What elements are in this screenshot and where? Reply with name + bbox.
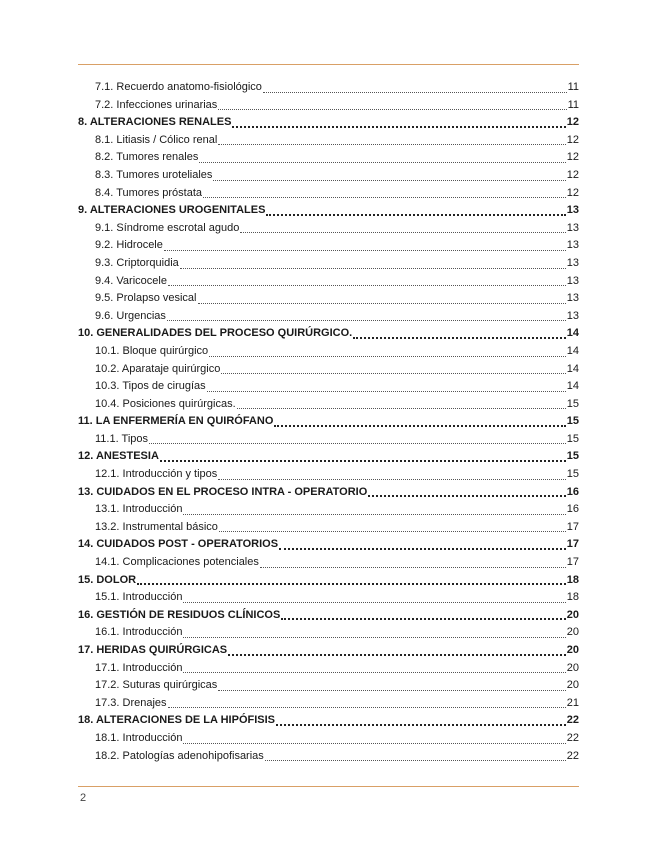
toc-leader-dots — [260, 567, 566, 568]
toc-entry-page: 12 — [566, 186, 579, 199]
toc-entry-label: 9.1. Síndrome escrotal agudo — [95, 221, 240, 234]
toc-leader-dots — [228, 654, 566, 656]
toc-entry-page: 15 — [566, 450, 579, 463]
toc-entry-page: 22 — [566, 731, 579, 744]
toc-entry-label: 17.2. Suturas quirúrgicas — [95, 679, 218, 692]
toc-leader-dots — [167, 320, 566, 321]
toc-entry-page: 13 — [566, 221, 579, 234]
toc-entry-page: 20 — [566, 608, 579, 621]
toc-entry-label: 13.1. Introducción — [95, 503, 183, 516]
toc-entry-label: 10.2. Aparataje quirúrgico — [95, 362, 221, 375]
toc-leader-dots — [232, 126, 565, 128]
toc-entry-label: 8.2. Tumores renales — [95, 151, 199, 164]
toc-leader-dots — [183, 602, 565, 603]
toc-entry-label: 17.1. Introducción — [95, 661, 183, 674]
toc-entry-label: 9.6. Urgencias — [95, 309, 166, 322]
toc-entry-label: 18.2. Patologías adenohipofisarias — [95, 749, 264, 762]
toc-entry-label: 13.2. Instrumental básico — [95, 520, 218, 533]
toc-entry-page: 12 — [566, 116, 579, 129]
toc-subsection-entry[interactable] — [78, 378, 579, 396]
toc-section-entry[interactable] — [78, 448, 579, 466]
toc-entry-page: 22 — [566, 714, 579, 727]
toc-entry-label: 10.3. Tipos de cirugías — [95, 380, 206, 393]
toc-entry-label: 11.1. Tipos — [95, 432, 148, 445]
toc-entry-page: 14 — [566, 327, 579, 340]
toc-section-entry[interactable] — [78, 413, 579, 431]
toc-leader-dots — [164, 250, 566, 251]
toc-entry-label: 10. GENERALIDADES DEL PROCESO QUIRÚRGICO. — [78, 327, 353, 340]
toc-subsection-entry[interactable] — [78, 308, 579, 326]
toc-entry-label: 10.4. Posiciones quirúrgicas. — [95, 397, 236, 410]
toc-subsection-entry[interactable] — [78, 501, 579, 519]
toc-entry-label: 15.1. Introducción — [95, 591, 183, 604]
toc-leader-dots — [279, 548, 566, 550]
table-of-contents — [78, 79, 579, 765]
toc-subsection-entry[interactable] — [78, 730, 579, 748]
toc-leader-dots — [353, 337, 566, 339]
toc-leader-dots — [368, 495, 565, 497]
toc-leader-dots — [237, 408, 566, 409]
toc-entry-page: 22 — [566, 749, 579, 762]
toc-leader-dots — [218, 109, 566, 110]
toc-entry-page: 14 — [566, 380, 579, 393]
toc-entry-page: 17 — [566, 556, 579, 569]
toc-leader-dots — [209, 356, 566, 357]
toc-entry-page: 13 — [566, 204, 579, 217]
toc-leader-dots — [149, 443, 566, 444]
toc-entry-page: 17 — [566, 520, 579, 533]
toc-leader-dots — [240, 232, 565, 233]
toc-leader-dots — [281, 618, 565, 620]
toc-leader-dots — [203, 197, 566, 198]
toc-entry-label: 7.2. Infecciones urinarias — [95, 98, 218, 111]
toc-entry-page: 15 — [566, 432, 579, 445]
toc-leader-dots — [183, 514, 565, 515]
toc-entry-label: 9.4. Varicocele — [95, 274, 167, 287]
toc-leader-dots — [137, 583, 566, 585]
header-rule — [78, 64, 579, 65]
toc-subsection-entry[interactable] — [78, 396, 579, 414]
toc-leader-dots — [263, 92, 567, 93]
toc-section-entry[interactable] — [78, 536, 579, 554]
toc-subsection-entry[interactable] — [78, 660, 579, 678]
toc-subsection-entry[interactable] — [78, 149, 579, 167]
toc-subsection-entry[interactable] — [78, 554, 579, 572]
toc-entry-label: 7.1. Recuerdo anatomo-fisiológico — [95, 81, 262, 93]
toc-leader-dots — [183, 637, 565, 638]
toc-subsection-entry[interactable] — [78, 589, 579, 607]
toc-entry-page: 11 — [567, 98, 579, 111]
toc-entry-label: 16.1. Introducción — [95, 626, 183, 639]
toc-entry-page: 12 — [566, 168, 579, 181]
toc-entry-page: 15 — [566, 468, 579, 481]
toc-leader-dots — [198, 303, 566, 304]
toc-section-entry[interactable] — [78, 114, 579, 132]
toc-entry-page: 13 — [566, 309, 579, 322]
toc-subsection-entry[interactable] — [78, 361, 579, 379]
toc-leader-dots — [274, 425, 565, 427]
toc-section-entry[interactable] — [78, 325, 579, 343]
toc-entry-page: 16 — [566, 503, 579, 516]
toc-section-entry[interactable] — [78, 484, 579, 502]
toc-subsection-entry[interactable] — [78, 748, 579, 766]
toc-entry-page: 16 — [566, 485, 579, 498]
toc-subsection-entry[interactable] — [78, 167, 579, 185]
toc-subsection-entry[interactable] — [78, 431, 579, 449]
toc-entry-page: 13 — [566, 274, 579, 287]
toc-leader-dots — [180, 268, 566, 269]
toc-entry-label: 17.3. Drenajes — [95, 696, 167, 709]
toc-subsection-entry[interactable] — [78, 343, 579, 361]
toc-entry-page: 12 — [566, 151, 579, 164]
toc-entry-label: 8. ALTERACIONES RENALES — [78, 116, 232, 129]
toc-entry-page: 21 — [566, 696, 579, 709]
toc-section-entry[interactable] — [78, 712, 579, 730]
toc-leader-dots — [266, 214, 565, 216]
toc-entry-page: 18 — [566, 591, 579, 604]
toc-section-entry[interactable] — [78, 202, 579, 220]
toc-section-entry[interactable] — [78, 572, 579, 590]
toc-entry-label: 17. HERIDAS QUIRÚRGICAS — [78, 644, 228, 656]
toc-entry-label: 9.5. Prolapso vesical — [95, 292, 197, 305]
toc-leader-dots — [218, 144, 565, 145]
toc-section-entry[interactable] — [78, 607, 579, 625]
toc-leader-dots — [160, 460, 566, 462]
toc-subsection-entry[interactable] — [78, 237, 579, 255]
toc-subsection-entry[interactable] — [78, 220, 579, 238]
page-number: 2 — [80, 792, 87, 804]
toc-subsection-entry[interactable] — [78, 624, 579, 642]
toc-entry-label: 8.3. Tumores uroteliales — [95, 168, 213, 181]
toc-entry-page: 14 — [566, 362, 579, 375]
toc-subsection-entry[interactable] — [78, 519, 579, 537]
toc-subsection-entry[interactable] — [78, 290, 579, 308]
toc-entry-label: 14. CUIDADOS POST - OPERATORIOS — [78, 538, 279, 551]
toc-entry-page: 13 — [566, 256, 579, 269]
toc-leader-dots — [168, 707, 566, 708]
toc-entry-page: 15 — [566, 397, 579, 410]
toc-subsection-entry[interactable] — [78, 79, 579, 97]
toc-entry-page: 20 — [566, 626, 579, 639]
toc-entry-label: 8.1. Litiasis / Cólico renal — [95, 133, 218, 146]
footer-rule — [78, 786, 579, 787]
toc-leader-dots — [183, 672, 565, 673]
toc-entry-page: 13 — [566, 292, 579, 305]
toc-entry-page: 20 — [566, 661, 579, 674]
toc-entry-page: 18 — [566, 573, 579, 586]
toc-entry-label: 12.1. Introducción y tipos — [95, 468, 218, 481]
toc-entry-page: 20 — [566, 644, 579, 656]
toc-leader-dots — [213, 180, 565, 181]
toc-leader-dots — [218, 479, 565, 480]
toc-entry-label: 15. DOLOR — [78, 573, 137, 586]
toc-entry-page: 13 — [566, 239, 579, 252]
toc-entry-label: 9.3. Criptorquidia — [95, 256, 179, 269]
toc-entry-page: 11 — [567, 81, 579, 93]
toc-entry-label: 12. ANESTESIA — [78, 450, 159, 463]
toc-entry-page: 12 — [566, 133, 579, 146]
toc-subsection-entry[interactable] — [78, 273, 579, 291]
toc-entry-label: 13. CUIDADOS EN EL PROCESO INTRA - OPERATORIO — [78, 485, 368, 498]
toc-entry-label: 10.1. Bloque quirúrgico — [95, 344, 209, 357]
toc-subsection-entry[interactable] — [78, 97, 579, 115]
toc-entry-label: 14.1. Complicaciones potenciales — [95, 556, 259, 569]
toc-subsection-entry[interactable] — [78, 255, 579, 273]
toc-subsection-entry[interactable] — [78, 466, 579, 484]
toc-entry-page: 15 — [566, 415, 579, 428]
toc-leader-dots — [218, 690, 565, 691]
toc-subsection-entry[interactable] — [78, 695, 579, 713]
toc-entry-label: 9. ALTERACIONES UROGENITALES — [78, 204, 266, 217]
toc-leader-dots — [221, 373, 565, 374]
toc-entry-page: 20 — [566, 679, 579, 692]
toc-entry-page: 14 — [566, 344, 579, 357]
toc-entry-page: 17 — [566, 538, 579, 551]
toc-leader-dots — [265, 760, 566, 761]
toc-entry-label: 18.1. Introducción — [95, 731, 183, 744]
toc-subsection-entry[interactable] — [78, 185, 579, 203]
toc-leader-dots — [183, 743, 565, 744]
toc-leader-dots — [199, 162, 565, 163]
toc-leader-dots — [168, 285, 566, 286]
toc-entry-label: 11. LA ENFERMERÍA EN QUIRÓFANO — [78, 415, 274, 428]
toc-leader-dots — [276, 724, 566, 726]
toc-leader-dots — [219, 531, 566, 532]
toc-entry-label: 8.4. Tumores próstata — [95, 186, 202, 199]
toc-entry-label: 16. GESTIÓN DE RESIDUOS CLÍNICOS — [78, 608, 281, 621]
toc-subsection-entry[interactable] — [78, 132, 579, 150]
toc-entry-label: 9.2. Hidrocele — [95, 239, 163, 252]
toc-section-entry[interactable] — [78, 642, 579, 660]
toc-leader-dots — [207, 391, 566, 392]
toc-entry-label: 18. ALTERACIONES DE LA HIPÓFISIS — [78, 714, 276, 727]
toc-subsection-entry[interactable] — [78, 677, 579, 695]
